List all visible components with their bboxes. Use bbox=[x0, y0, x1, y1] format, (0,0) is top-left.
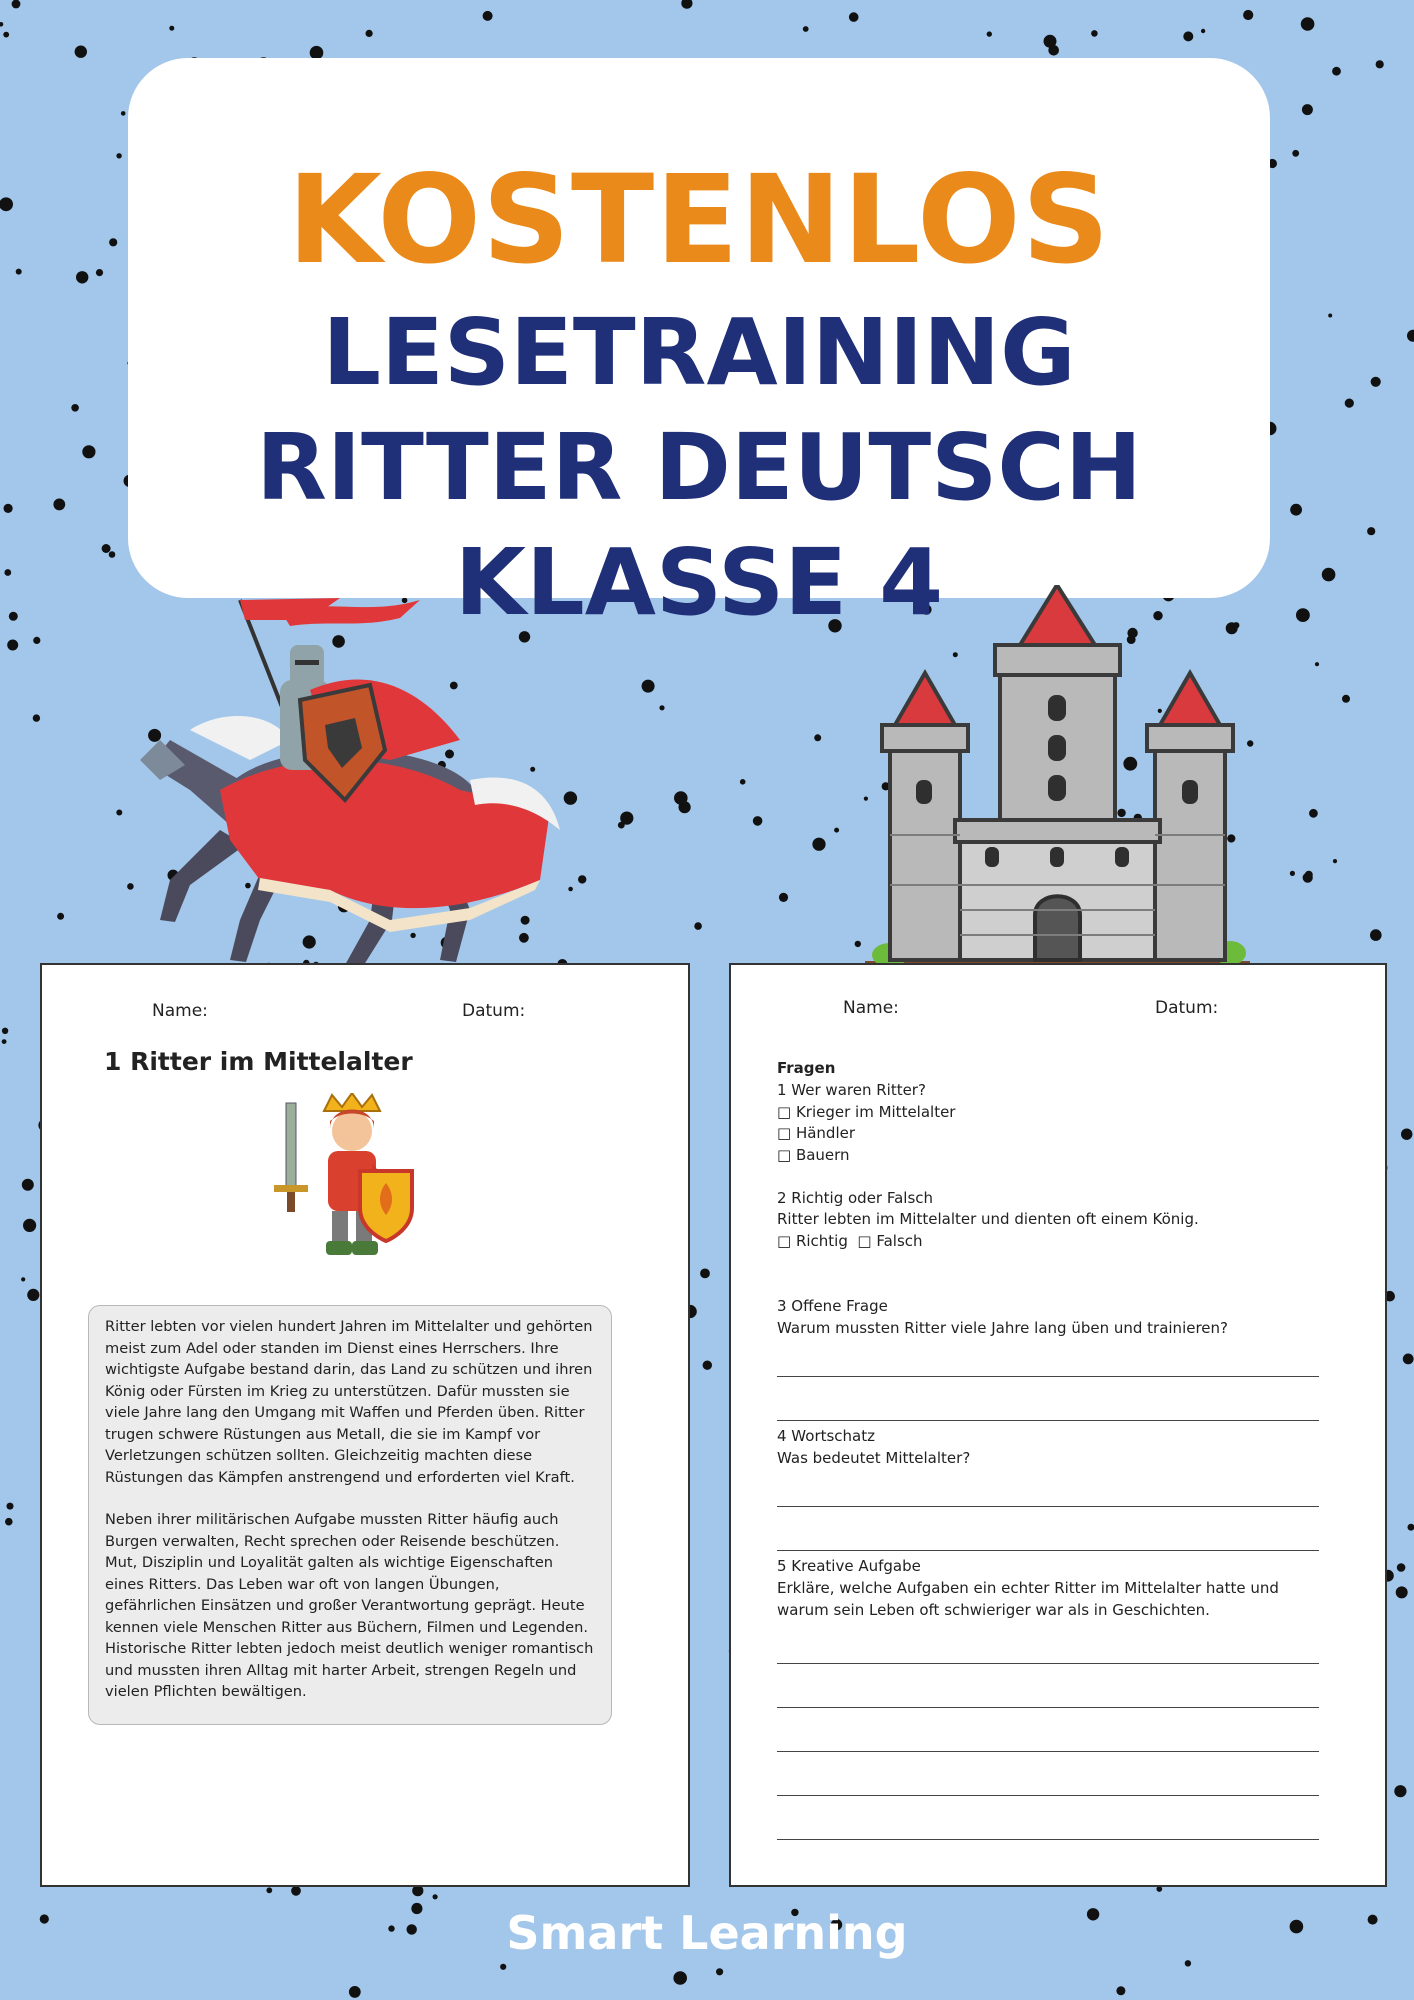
background-dot bbox=[1201, 29, 1205, 33]
q3-question: Warum mussten Ritter viele Jahre lang üben und trainieren? bbox=[777, 1319, 1228, 1337]
background-dot bbox=[16, 269, 22, 275]
background-dot bbox=[1328, 314, 1332, 318]
q5-question-line-2: warum sein Leben oft schwieriger war als in Geschichten. bbox=[777, 1601, 1210, 1619]
background-dot bbox=[2, 1028, 8, 1034]
background-dot bbox=[349, 1986, 361, 1998]
background-dot bbox=[1309, 809, 1318, 818]
questions-sheet bbox=[729, 963, 1387, 1887]
background-dot bbox=[1243, 10, 1253, 20]
background-dot bbox=[814, 734, 821, 741]
background-dot bbox=[102, 544, 111, 553]
q1-title: 1 Wer waren Ritter? bbox=[777, 1081, 926, 1099]
name-label: Name: bbox=[843, 998, 899, 1018]
q3-title: 3 Offene Frage bbox=[777, 1297, 888, 1315]
background-dot bbox=[700, 1269, 710, 1279]
background-dot bbox=[1394, 1785, 1406, 1797]
background-dot bbox=[22, 1179, 34, 1191]
date-label: Datum: bbox=[1155, 998, 1219, 1018]
background-dot bbox=[71, 404, 79, 412]
title-grade: KLASSE 4 bbox=[454, 529, 944, 636]
background-dot bbox=[703, 1361, 712, 1370]
background-dot bbox=[75, 46, 87, 58]
background-dot bbox=[849, 12, 859, 22]
background-dot bbox=[834, 828, 839, 833]
background-dot bbox=[1371, 377, 1381, 387]
background-dot bbox=[483, 11, 493, 21]
background-dot bbox=[1302, 104, 1313, 115]
background-dot bbox=[7, 640, 18, 651]
background-dot bbox=[21, 1277, 25, 1281]
background-dot bbox=[1367, 527, 1375, 535]
background-dot bbox=[740, 779, 746, 785]
background-dot bbox=[2, 1039, 7, 1044]
name-label: Name: bbox=[152, 1001, 208, 1021]
background-dot bbox=[1407, 330, 1414, 342]
title-card bbox=[128, 58, 1270, 636]
background-dot bbox=[1332, 67, 1341, 76]
background-dot bbox=[33, 714, 40, 721]
background-dot bbox=[3, 32, 9, 38]
background-dot bbox=[812, 838, 825, 851]
background-dot bbox=[169, 26, 174, 31]
background-dot bbox=[96, 269, 103, 276]
title-reading-training: LESETRAINING bbox=[322, 299, 1076, 406]
date-label: Datum: bbox=[462, 1001, 526, 1021]
background-dot bbox=[1345, 399, 1354, 408]
background-dot bbox=[753, 816, 763, 826]
background-dot bbox=[1290, 871, 1295, 876]
q4-title: 4 Wortschatz bbox=[777, 1427, 876, 1445]
background-dot bbox=[433, 1894, 438, 1899]
background-dot bbox=[27, 1289, 39, 1301]
background-dot bbox=[1408, 1524, 1414, 1531]
background-dot bbox=[116, 810, 122, 816]
title-knight-german: RITTER DEUTSCH bbox=[256, 414, 1142, 521]
q5-answer-line-3[interactable] bbox=[777, 1751, 1319, 1752]
background-dot bbox=[1091, 30, 1098, 37]
background-dot bbox=[681, 0, 692, 9]
background-dot bbox=[1301, 17, 1315, 31]
background-dot bbox=[694, 922, 702, 930]
background-dot bbox=[116, 153, 121, 158]
background-dot bbox=[1183, 31, 1193, 41]
background-dot bbox=[642, 680, 655, 693]
q5-question-line-1: Erkläre, welche Aufgaben ein echter Ritter im Mittelalter hatte und bbox=[777, 1579, 1279, 1597]
background-dot bbox=[5, 1518, 13, 1526]
background-dot bbox=[121, 111, 126, 116]
q1-option-3[interactable]: □ Bauern bbox=[777, 1146, 850, 1164]
q5-title: 5 Kreative Aufgabe bbox=[777, 1557, 921, 1575]
background-dot bbox=[1370, 929, 1382, 941]
background-dot bbox=[12, 0, 21, 8]
castle-illustration bbox=[860, 585, 1255, 975]
background-dot bbox=[1376, 60, 1384, 68]
background-dot bbox=[1403, 1354, 1414, 1365]
brand-footer: Smart Learning bbox=[506, 1906, 908, 1960]
q4-answer-line-2[interactable] bbox=[777, 1550, 1319, 1551]
q5-answer-line-5[interactable] bbox=[777, 1839, 1319, 1840]
q2-options[interactable]: □ Richtig □ Falsch bbox=[777, 1232, 923, 1250]
background-dot bbox=[23, 1219, 36, 1232]
background-dot bbox=[57, 913, 64, 920]
reading-paragraph-1: Ritter lebten vor vielen hundert Jahren im Mittelalter und gehörten meist zum Adel oder standen im Dienst eines Herrschers. Ihre wichtigste Aufgabe bestand darin, das Land zu schützen und ihren König oder Fürsten im Krieg zu unterstützen. Dafür mussten sie viele Jahre lang den Umgang mit Waffen und Pferden üben. Ritter trugen schwere Rüstungen aus Metall, die sie im Kampf vor Verletzungen schützen sollten. Gleichzeitig machten diese Rüstungen das Kämpfen anstrengend und erforderten viel Kraft. bbox=[105, 1318, 593, 1486]
background-dot bbox=[987, 31, 992, 36]
q2-title: 2 Richtig oder Falsch bbox=[777, 1189, 934, 1207]
background-dot bbox=[1290, 504, 1302, 516]
background-dot bbox=[1401, 1129, 1412, 1140]
background-dot bbox=[1116, 1986, 1125, 1995]
background-dot bbox=[1333, 859, 1337, 863]
reading-text-sheet bbox=[40, 963, 690, 1887]
background-dot bbox=[0, 197, 13, 211]
lesson-heading: 1 Ritter im Mittelalter bbox=[104, 1047, 413, 1076]
background-dot bbox=[578, 875, 586, 883]
q3-answer-line-1[interactable] bbox=[777, 1376, 1319, 1377]
background-dot bbox=[291, 1886, 301, 1896]
q4-question: Was bedeutet Mittelalter? bbox=[777, 1449, 971, 1467]
background-dot bbox=[1292, 150, 1299, 157]
reading-text-box bbox=[88, 1305, 612, 1725]
background-dot bbox=[266, 1887, 272, 1893]
title-free: KOSTENLOS bbox=[287, 149, 1111, 291]
background-dot bbox=[7, 1503, 14, 1510]
q1-option-2[interactable]: □ Händler bbox=[777, 1124, 856, 1142]
background-dot bbox=[109, 238, 117, 246]
small-knight-illustration bbox=[262, 1093, 442, 1263]
background-dot bbox=[4, 504, 13, 513]
q1-option-1[interactable]: □ Krieger im Mittelalter bbox=[777, 1103, 956, 1121]
background-dot bbox=[1396, 1586, 1408, 1598]
background-dot bbox=[33, 637, 40, 644]
background-dot bbox=[76, 271, 88, 283]
background-dot bbox=[53, 499, 65, 511]
background-dot bbox=[674, 791, 688, 805]
background-dot bbox=[1315, 662, 1319, 666]
questions-heading: Fragen bbox=[777, 1059, 836, 1077]
q5-answer-line-4[interactable] bbox=[777, 1795, 1319, 1796]
q5-answer-line-1[interactable] bbox=[777, 1663, 1319, 1664]
q4-answer-line-1[interactable] bbox=[777, 1506, 1319, 1507]
background-dot bbox=[500, 1964, 506, 1970]
background-dot bbox=[82, 445, 95, 458]
background-dot bbox=[366, 30, 373, 37]
reading-paragraph-2: Neben ihrer militärischen Aufgabe mussten Ritter häufig auch Burgen verwalten, Recht sprechen oder Reisende beschützen. Mut, Disziplin und Loyalität galten als wichtige Eigenschaften eines Ritters. Das Leben war oft von langen Übungen, gefährlichen Einsätzen und großer Verantwortung geprägt. Heute kennen viele Menschen Ritter aus Büchern, Filmen und Legenden. Historische Ritter lebten jedoch meist deutlich weniger romantisch und mussten ihren Alltag mit harter Arbeit, strengen Regeln und vielen Pflichten bewältigen. bbox=[105, 1511, 594, 1700]
background-dot bbox=[779, 893, 788, 902]
q3-answer-line-2[interactable] bbox=[777, 1420, 1319, 1421]
background-dot bbox=[1185, 1960, 1191, 1966]
background-dot bbox=[4, 569, 11, 576]
background-dot bbox=[659, 705, 664, 710]
background-dot bbox=[109, 551, 116, 558]
background-dot bbox=[1322, 568, 1336, 582]
background-dot bbox=[1044, 35, 1057, 48]
q5-answer-line-2[interactable] bbox=[777, 1707, 1319, 1708]
background-dot bbox=[1296, 608, 1310, 622]
background-dot bbox=[679, 1974, 687, 1982]
knight-on-horse-illustration bbox=[130, 590, 570, 990]
background-dot bbox=[9, 612, 18, 621]
background-dot bbox=[1305, 871, 1313, 879]
background-dot bbox=[803, 26, 809, 32]
background-dot bbox=[1397, 1563, 1406, 1572]
background-dot bbox=[0, 22, 3, 27]
background-dot bbox=[1342, 695, 1350, 703]
q2-statement: Ritter lebten im Mittelalter und dienten oft einem König. bbox=[777, 1210, 1199, 1228]
background-dot bbox=[716, 1968, 723, 1975]
background-dot bbox=[620, 812, 633, 825]
